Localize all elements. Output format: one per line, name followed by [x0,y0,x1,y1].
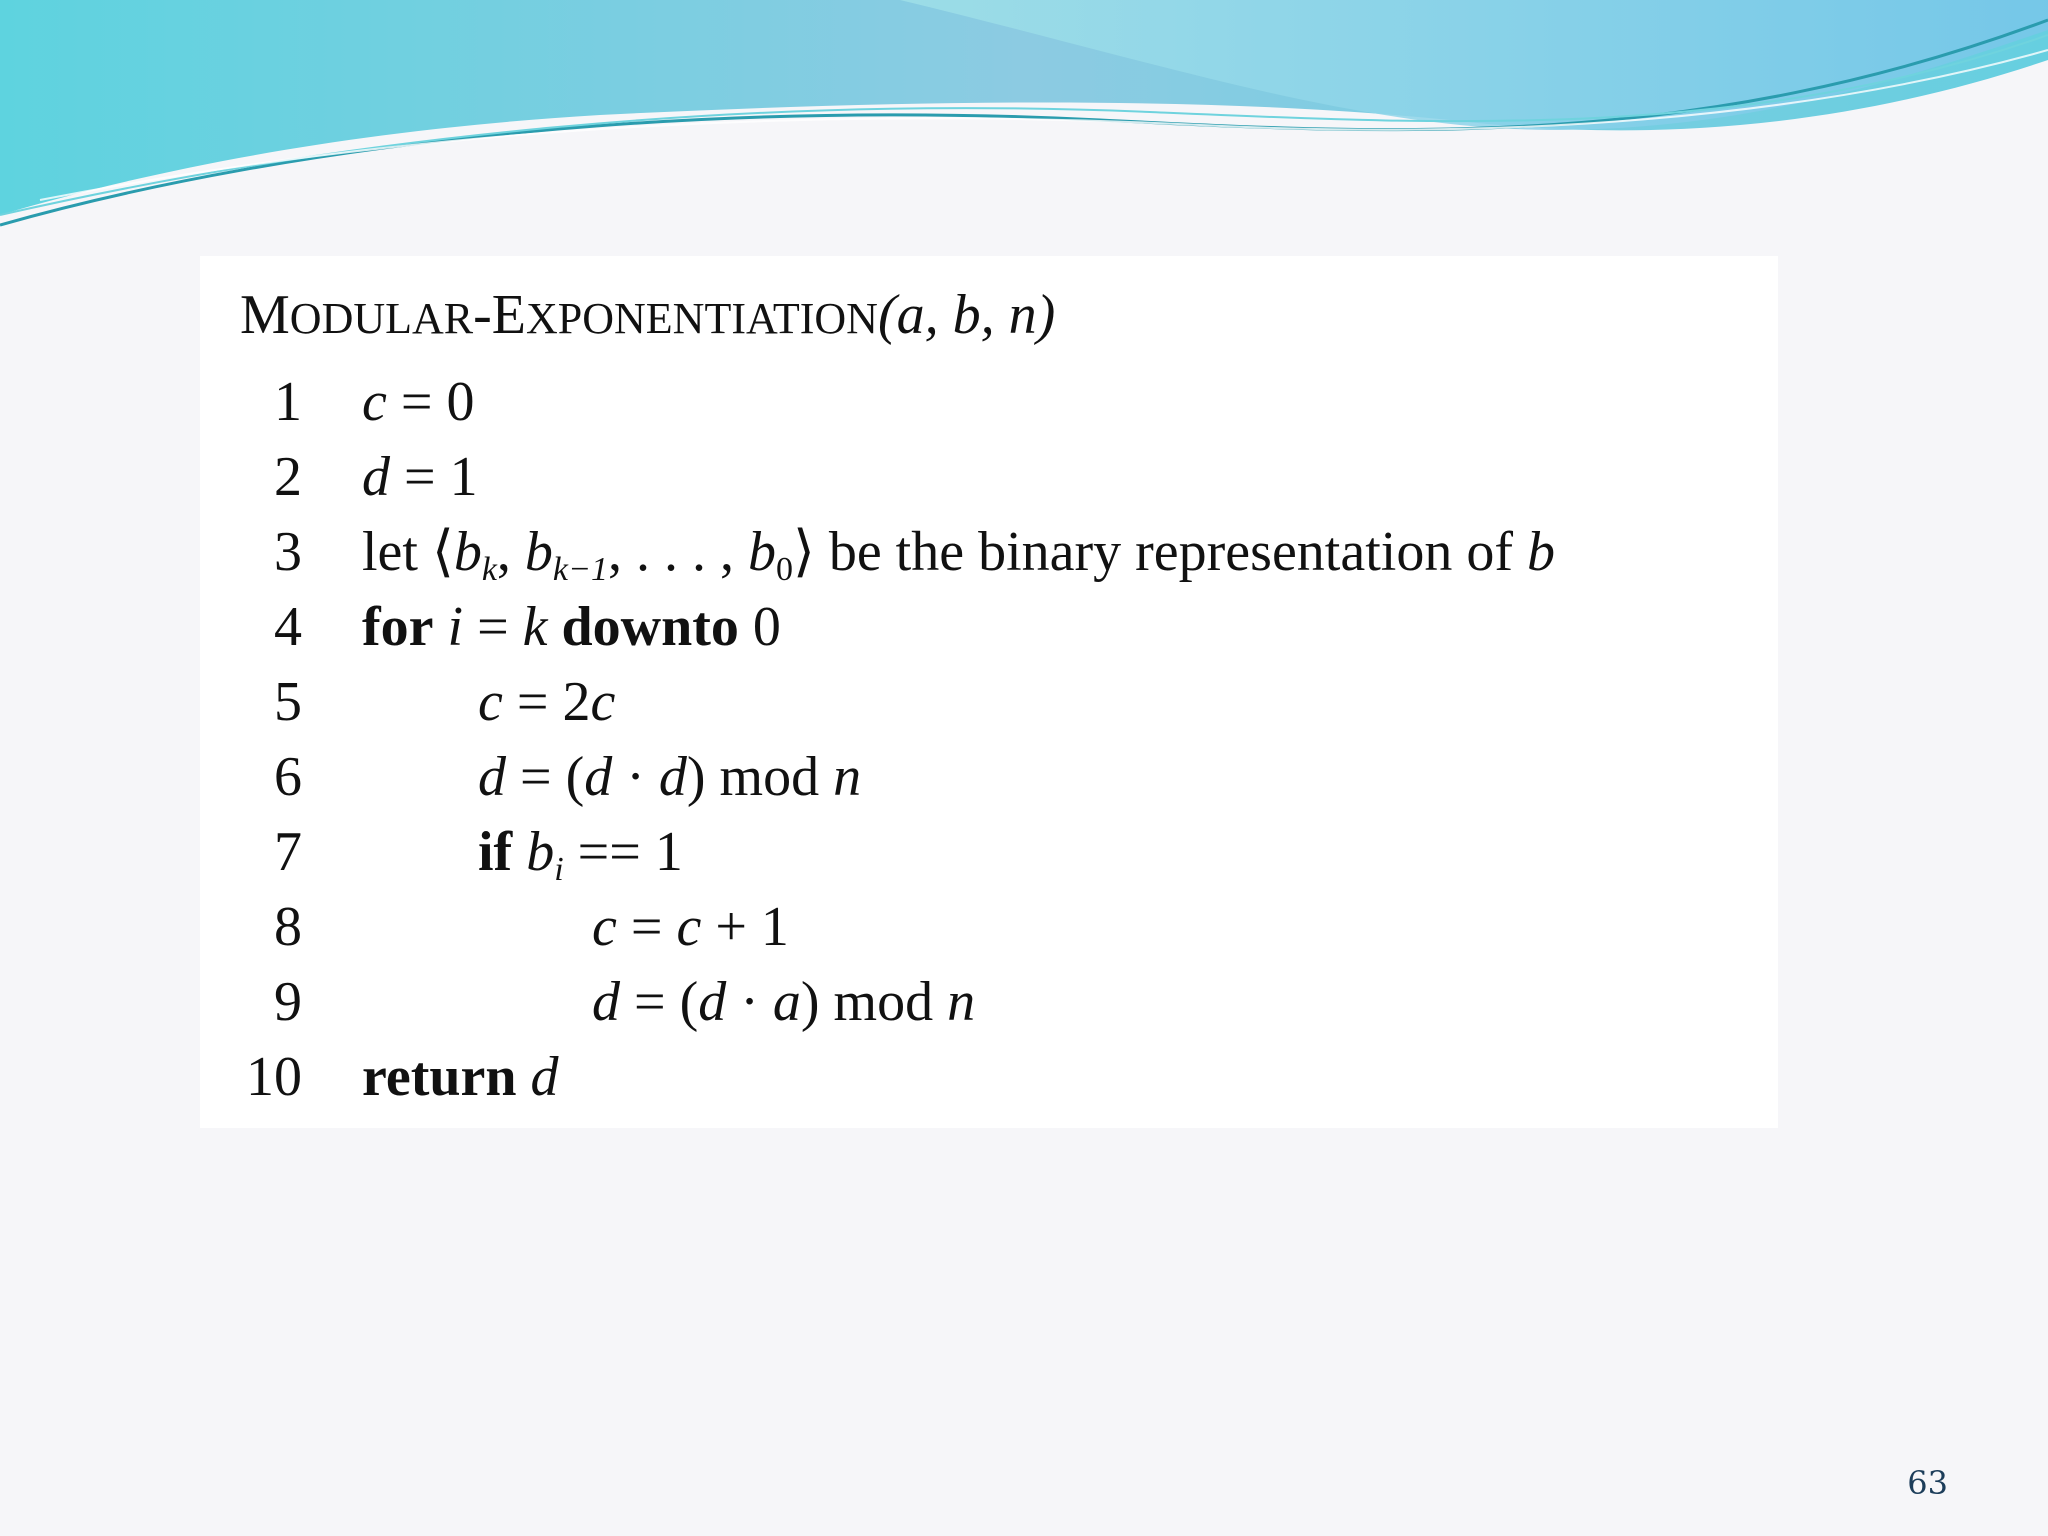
title-params: (a, b, n) [877,284,1056,346]
variable: i [433,596,464,658]
text: , [496,521,525,583]
variable: c [590,671,616,733]
line-number: 6 [274,746,302,808]
line-code [592,964,975,1040]
operator: = ( [620,971,699,1033]
algorithm-image-panel [200,256,1778,1128]
operator: · [612,746,659,808]
line-number: 10 [246,1046,302,1108]
variable: n [833,746,862,808]
text: , . . . , [607,521,748,583]
variable: c [362,371,387,433]
line-number: 7 [274,821,302,883]
variable: d [516,1046,559,1108]
variable: a [772,971,801,1033]
text: == 1 [563,821,683,883]
variable: d [584,746,613,808]
variable: c [592,896,617,958]
line-number: 5 [274,671,302,733]
variable: b [747,521,776,583]
title-part: - [473,284,492,346]
number: 1 [449,446,478,508]
variable: d [658,746,687,808]
title-part: XPONENTIATION [526,294,878,343]
line-code [362,1039,559,1115]
operator: = ( [506,746,585,808]
header-wave-decoration [0,0,2048,240]
keyword: return [362,1046,517,1108]
subscript: i [554,851,564,888]
variable: k [522,596,548,658]
number: 0 [446,371,475,433]
line-code [362,439,478,515]
operator: = [502,671,563,733]
algorithm-title [240,280,1055,354]
variable: b [453,521,482,583]
title-part: E [491,284,526,346]
title-part: ODULAR [289,294,474,343]
variable: d [592,971,620,1033]
line-number: 3 [274,521,302,583]
line-code [478,664,615,740]
variable: b [1526,521,1555,583]
text: ) mod [686,746,834,808]
variable: c [676,896,702,958]
line-code [362,589,781,665]
subscript: 0 [775,551,793,588]
variable: n [947,971,976,1033]
title-part: M [240,284,290,346]
line-code [592,889,789,965]
line-number: 2 [274,446,302,508]
line-code [478,814,683,890]
variable: c [478,671,503,733]
text: ⟩ be the binary representation of [792,521,1527,583]
variable: b [524,521,553,583]
operator: = [390,446,450,508]
text: + 1 [701,896,789,958]
subscript: k−1 [552,551,608,588]
line-number: 8 [274,896,302,958]
operator: = [386,371,447,433]
line-number: 1 [274,371,302,433]
number: 0 [738,596,781,658]
keyword: for [362,596,434,658]
variable: d [362,446,390,508]
text: let ⟨ [362,521,454,583]
operator: = [463,596,523,658]
variable: d [698,971,727,1033]
operator: · [726,971,773,1033]
line-code [362,364,474,440]
line-code [362,514,1555,590]
line-number: 9 [274,971,302,1033]
text: ) mod [800,971,948,1033]
keyword: downto [547,596,739,658]
keyword: if [478,821,513,883]
number: 2 [562,671,591,733]
line-number: 4 [274,596,302,658]
line-code [478,739,861,815]
variable: b [512,821,555,883]
operator: = [616,896,677,958]
subscript: k [481,551,497,588]
page-number: 63 [1907,1464,1948,1502]
variable: d [478,746,506,808]
